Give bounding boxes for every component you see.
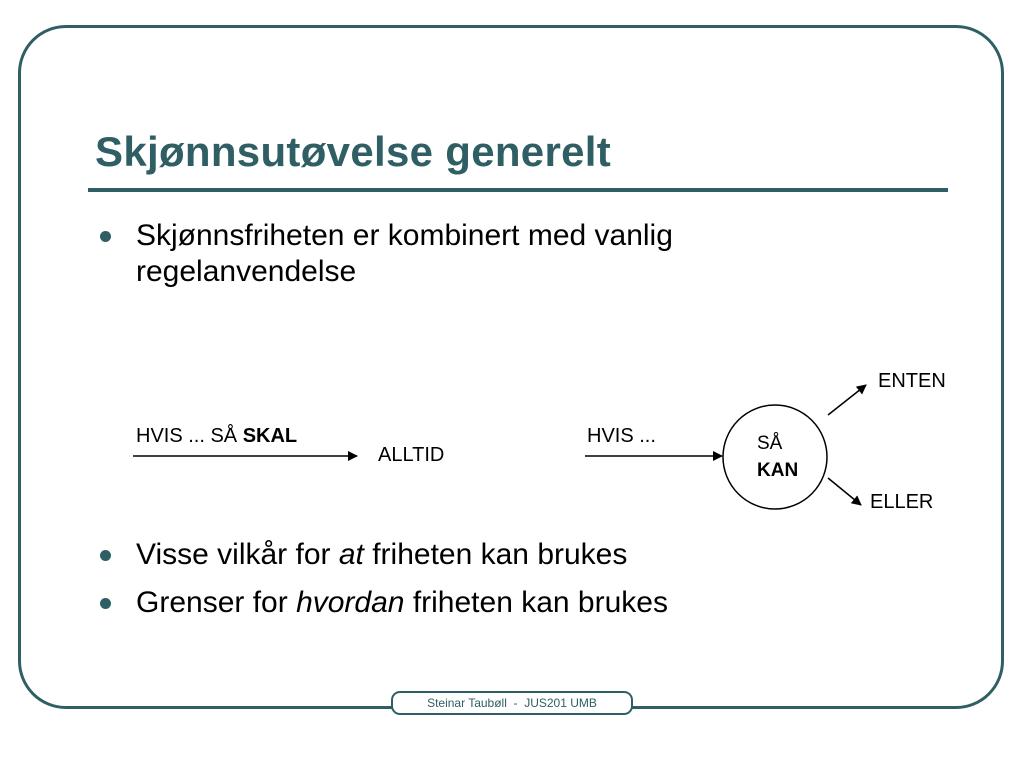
branch-label-eller: ELLER [870, 491, 934, 513]
bullet-text-after: friheten kan brukes [363, 538, 628, 571]
node-label-kan: KAN [757, 460, 799, 481]
left-condition-bold: SKAL [242, 425, 298, 447]
bullet-dot-icon [100, 598, 111, 609]
bullet-dot-icon [100, 550, 111, 561]
bullet-text-emphasis: at [338, 538, 364, 571]
bullet-text-line-1: Skjønnsfriheten er kombinert med vanlig [136, 219, 673, 252]
left-result-label: ALLTID [378, 444, 445, 466]
bullet-text [136, 537, 627, 573]
footer-label: Steinar Taubøll - JUS201 UMB [391, 691, 633, 715]
kan-node [723, 405, 827, 509]
bullet-text-after: friheten kan brukes [404, 586, 668, 619]
bullet-text [136, 585, 668, 621]
bullet-text-before: Grenser for [136, 586, 297, 619]
node-label-sa: SÅ [757, 433, 783, 454]
bullet-text-line-2: regelanvendelse [136, 255, 357, 288]
bullet-text-emphasis: hvordan [296, 586, 405, 619]
branch-arrow-bottom [828, 478, 861, 505]
right-condition-label: HVIS ... [587, 425, 656, 447]
left-condition-prefix: HVIS ... SÅ [136, 425, 243, 447]
branch-arrow-top [828, 385, 866, 415]
branch-label-enten: ENTEN [878, 370, 946, 392]
bullet-text-before: Visse vilkår for [136, 538, 339, 571]
slide-title: Skjønnsutøvelse generelt [95, 128, 612, 175]
left-condition-label [136, 425, 297, 447]
